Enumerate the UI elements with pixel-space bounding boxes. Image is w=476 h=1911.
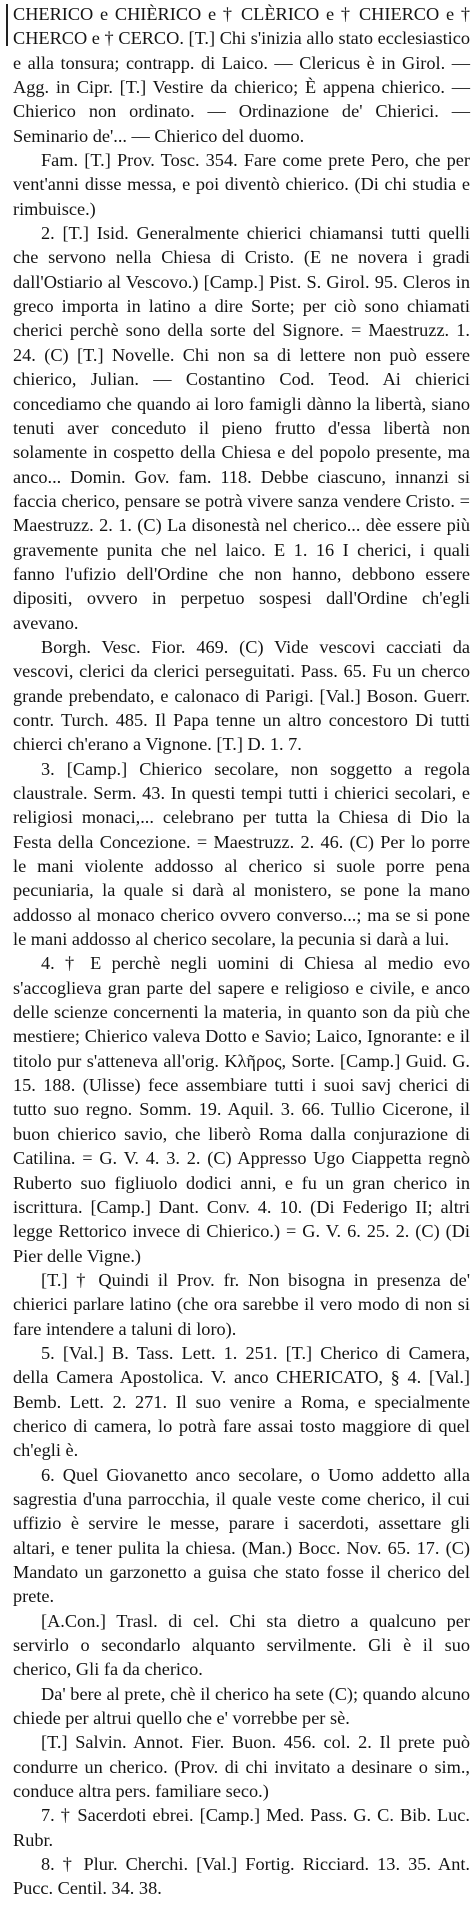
entry-sense-6-salvin: [T.] Salvin. Annot. Fier. Buon. 456. col. 2. Il prete può condurre un cherico. (Prov. di chi invitato a desinare o sim., conduce altra pers. familiare seco.): [13, 1732, 470, 1802]
entry-sense-5: 5. [Val.] B. Tass. Lett. 1. 251. [T.] Cherico di Camera, della Camera Apostolica. V. anco CHERICATO, § 4. [Val.] Bemb. Lett. 2. 271. Il suo venire a Roma, e specialmente cherico di camera, lo potrà fare assai tosto maggiore di quel ch'egli è.: [13, 1342, 470, 1461]
entry-sense-6-trasl: [A.Con.] Trasl. di cel. Chi sta dietro a qualcuno per servirlo o secondarlo alquanto servilmente. Gli è il suo cherico, Gli fa da cherico.: [13, 1610, 470, 1680]
entry-sense-6-prov: Da' bere al prete, chè il cherico ha sete (C); quando alcuno chiede per altrui quello che e' vorrebbe per sè.: [13, 1683, 470, 1729]
entry-sense-2: 2. [T.] Isid. Generalmente chierici chiamansi tutti quelli che servono nella Chiesa di Cristo. (E ne novera i gradi dall'Ostiario al Vescovo.) [Camp.] Pist. S. Girol. 95. Cleros in greco importa in latino a dire Sorte; per ciò sono chiamati cherici perchè sono della sorte del Signore. = Maestruzz. 1. 24. (C) [T.] Novelle. Chi non sa di lettere non può essere chierico, Julian. — Costantino Cod. Teod. Ai chierici concediamo che quando ai loro famigli dànno la libertà, siano tenuti aver conceduto il pieno frutto d'essa libertà non solamente in cospetto della Chiesa e del popolo presente, ma anco... Domin. Gov. fam. 118. Debbe ciascuno, innanzi si faccia cherico, pensare se potrà vivere sanza vendere Cristo. = Maestruzz. 2. 1. (C) La disonestà nel cherico... dèe essere più gravemente punita che nel laico. E 1. 16 I cherici, i quali fanno l'ufizio dell'Ordine che non hanno, debbono essere dipositi, ovvero in perpetuo sospesi dall'Ordine ch'egli avevano.: [13, 223, 470, 633]
entry-sense-7: 7. † Sacerdoti ebrei. [Camp.] Med. Pass. G. C. Bib. Luc. Rubr.: [13, 1805, 470, 1850]
margin-rule: [6, 4, 8, 46]
entry-sense-3: 3. [Camp.] Chierico secolare, non soggetto a regola claustrale. Serm. 43. In questi tempi tutti i chierici secolari, e religiosi monaci,... celebrano per tutta la Chiesa di Dio la Festa della Concezione. = Maestruzz. 2. 46. (C) Per lo porre le mani violente addosso al cherico si suole porre pena pecuniaria, la quale si darà al monistero, se pone la mano addosso al monaco cherico ovvero converso...; ma se si pone le mani addosso al cherico secolare, la pecunia si darà a lui.: [13, 758, 470, 950]
entry-headword-paragraph: CHERICO e CHIÈRICO e † CLÈRICO e † CHIERCO e † CHERCO e † CERCO. [T.] Chi s'inizia allo stato ecclesiastico e alla tonsura; contrapp. di Laico. — Clericus è in Girol. — Agg. in Cipr. [T.] Vestire da chierico; È appena chierico. — Chierico non ordinato. — Ordinazione de' Chierici. — Seminario de'... — Chierico del duomo.: [13, 4, 470, 146]
entry-sense-2-borgh: Borgh. Vesc. Fior. 469. (C) Vide vescovi cacciati da vescovi, clerici da clerici perseguitati. Pass. 65. Fu un cherco grande prebendato, e calonaco di Parigi. [Val.] Boson. Guerr. contr. Turch. 485. Il Papa tenne un altro concestoro Di tutti chierci ch'erano a Vignone. [T.] D. 1. 7.: [13, 636, 470, 755]
entry-sense-8: 8. † Plur. Cherchi. [Val.] Fortig. Ricciard. 13. 35. Ant. Pucc. Centil. 34. 38.: [13, 1854, 470, 1899]
entry-sense-6: 6. Quel Giovanetto anco secolare, o Uomo addetto alla sagrestia d'una parrocchia, il quale veste come cherico, il cui uffizio è servire le messe, parare i sacerdoti, assettare gli altari, e tener pulita la chiesa. (Man.) Bocc. Nov. 65. 17. (C) Mandato un garzonetto a guisa che stato fosse il cherico del prete.: [13, 1464, 470, 1607]
entry-paragraph-fam: Fam. [T.] Prov. Tosc. 354. Fare come prete Pero, che per vent'anni disse messa, e poi diventò chierico. (Di chi studia e rimbuisce.): [13, 150, 470, 219]
entry-sense-4: 4. † E perchè negli uomini di Chiesa al medio evo s'accoglieva gran parte del sapere e religioso e civile, e anco delle scienze concernenti la materia, in quanto son da più che mestiere; Chierico valeva Dotto e Savio; Laico, Ignorante: e il titolo pur s'atteneva all'orig. Κλῆρος, Sorte. [Camp.] Guid. G. 15. 188. (Ulisse) fece assembiare tutti i suoi savj cherici di tutto suo regno. Somm. 19. Aquil. 3. 66. Tullio Cicerone, il buon chierico savio, che liberò Roma dalla conjurazione di Catilina. = G. V. 4. 3. 2. (C) Appresso Ugo Ciappetta regnò Ruberto suo figliuolo dodici anni, e fu un gran cherico in iscrittura. [Camp.] Dant. Conv. 4. 10. (Di Federigo II; altri legge Rettorico invece di Chierico.) = G. V. 6. 25. 2. (C) (Di Pier delle Vigne.): [13, 953, 470, 1266]
entry-sense-4-prov: [T.] † Quindi il Prov. fr. Non bisogna in presenza de' chierici parlare latino (che ora sarebbe il vero modo di non si fare intendere a taluni di loro).: [13, 1269, 470, 1339]
